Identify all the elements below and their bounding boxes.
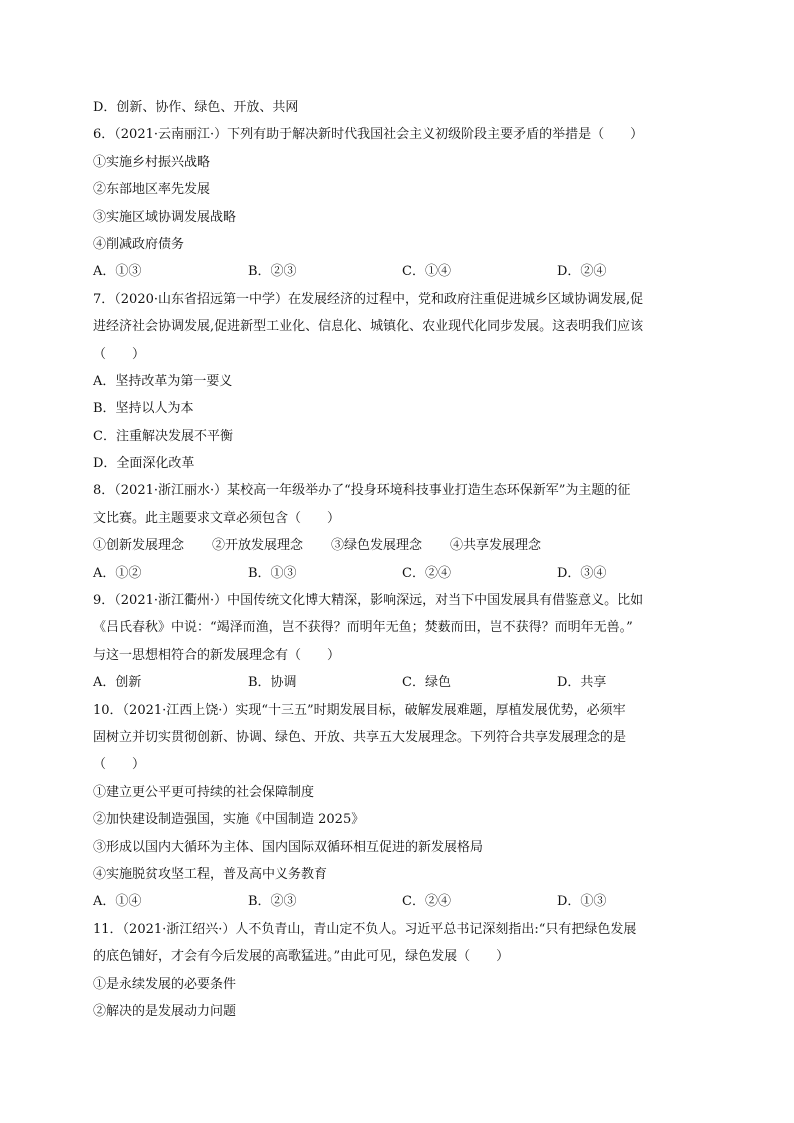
q6-item-3: ③实施区域协调发展战略 — [93, 209, 237, 225]
q10-item-2: ②加快建设制造强国，实施《中国制造 2025》 — [93, 812, 365, 828]
q7-option-b[interactable]: B．坚持以人为本 — [93, 401, 194, 417]
q10-item-4: ④实施脱贫攻坚工程，普及高中义务教育 — [93, 866, 328, 882]
q8-option-d[interactable]: D．③④ — [557, 565, 607, 581]
q11-stem-line1: 11．（2021·浙江绍兴·）人不负青山，青山定不负人。习近平总书记深刻指出:“只有把绿色发展 — [93, 921, 637, 937]
q7-stem-line3: （ ） — [93, 346, 146, 362]
q10-option-d[interactable]: D．①③ — [557, 894, 607, 910]
q8-option-c[interactable]: C．②④ — [402, 565, 451, 581]
q11-stem-line2: 的底色铺好，才会有今后发展的高歌猛进。”由此可见，绿色发展（ ） — [93, 949, 510, 965]
q6-item-4: ④削减政府债务 — [93, 236, 185, 252]
q6-option-c[interactable]: C．①④ — [402, 264, 451, 280]
q9-option-b[interactable]: B．协调 — [248, 675, 297, 691]
q6-option-a[interactable]: A．①③ — [93, 264, 142, 280]
q8-stem-line1: 8．（2021·浙江丽水·）某校高一年级举办了“投身环境科技事业打造生态环保新军”为主题的征 — [93, 483, 631, 499]
exam-page — [93, 94, 703, 1025]
q9-option-d[interactable]: D．共享 — [557, 675, 607, 691]
q10-option-b[interactable]: B．②③ — [248, 894, 297, 910]
q6-options — [93, 258, 703, 285]
q11-item-1: ①是永续发展的必要条件 — [93, 976, 237, 992]
q10-stem-line3: （ ） — [93, 757, 146, 773]
q6-option-b[interactable]: B．②③ — [248, 264, 297, 280]
q8-options — [93, 560, 703, 587]
q10-stem-line2: 固树立并切实贯彻创新、协调、绿色、开放、共享五大发展理念。下列符合共享发展理念的是 — [93, 729, 627, 745]
q10-item-1: ①建立更公平更可持续的社会保障制度 — [93, 784, 315, 800]
q9-option-c[interactable]: C．绿色 — [402, 675, 451, 691]
q11-item-2: ②解决的是发展动力问题 — [93, 1003, 237, 1019]
q8-option-b[interactable]: B．①③ — [248, 565, 297, 581]
q10-option-c[interactable]: C．②④ — [402, 894, 451, 910]
q8-items — [93, 532, 703, 559]
q7-stem-line2: 进经济社会协调发展,促进新型工业化、信息化、城镇化、农业现代化同步发展。这表明我们应该 — [93, 319, 644, 335]
q8-item-3: ③绿色发展理念 — [331, 538, 423, 554]
q8-item-1: ①创新发展理念 — [93, 538, 185, 554]
q5-option-d: D．创新、协作、绿色、开放、共网 — [93, 100, 299, 115]
q10-item-3: ③形成以国内大循环为主体、国内国际双循环相互促进的新发展格局 — [93, 839, 484, 855]
q8-item-2: ②开放发展理念 — [212, 538, 304, 554]
q6-item-1: ①实施乡村振兴战略 — [93, 154, 211, 170]
q9-stem-line2: 《吕氏春秋》中说：“竭泽而渔，岂不获得？而明年无鱼；焚薮而田，岂不获得？而明年无兽。” — [93, 620, 633, 636]
q10-option-a[interactable]: A．①④ — [93, 894, 142, 910]
q8-item-4: ④共享发展理念 — [450, 538, 542, 554]
q6-stem: 6．（2021·云南丽江·）下列有助于解决新时代我国社会主义初级阶段主要矛盾的举措是（ ） — [93, 127, 644, 143]
q10-stem-line1: 10．（2021·江西上饶·）实现“十三五”时期发展目标，破解发展难题，厚植发展优势，必须牢 — [93, 702, 626, 718]
q7-stem-line1: 7．（2020·山东省招远第一中学）在发展经济的过程中，党和政府注重促进城乡区域协调发展,促 — [93, 291, 644, 307]
q8-stem-line2: 文比赛。此主题要求文章必须包含（ ） — [93, 510, 341, 526]
q8-option-a[interactable]: A．①② — [93, 565, 142, 581]
q7-option-d[interactable]: D．全面深化改革 — [93, 456, 195, 472]
q6-item-2: ②东部地区率先发展 — [93, 182, 211, 198]
q9-options — [93, 669, 703, 696]
q9-option-a[interactable]: A．创新 — [93, 675, 142, 691]
q7-option-a[interactable]: A．坚持改革为第一要义 — [93, 373, 233, 389]
q9-stem-line3: 与这一思想相符合的新发展理念有（ ） — [93, 647, 341, 663]
q9-stem-line1: 9．（2021·浙江衢州·）中国传统文化博大精深，影响深远，对当下中国发展具有借鉴意义。比如 — [93, 593, 644, 609]
q6-option-d[interactable]: D．②④ — [557, 264, 607, 280]
q7-option-c[interactable]: C．注重解决发展不平衡 — [93, 428, 233, 444]
q10-options — [93, 888, 703, 915]
